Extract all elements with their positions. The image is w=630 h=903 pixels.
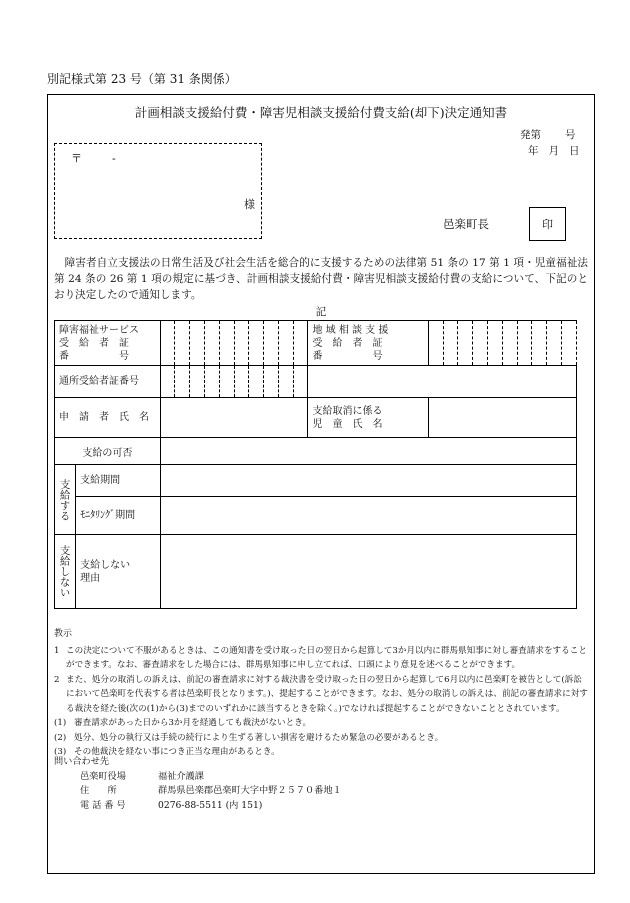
child-name-field[interactable] [428, 398, 576, 438]
issue-date [528, 143, 580, 158]
regional-cert-line: 番 号 [312, 350, 383, 362]
issue-number [520, 127, 576, 142]
approval-label [55, 438, 161, 465]
child-label-line: 児 童 氏 名 [312, 418, 383, 430]
notice-title: 計画相談支援給付費・障害児相談支援給付費支給(却下)決定通知書 [134, 105, 508, 120]
regional-cert-line: 地 域 相 談 支 援 [312, 324, 389, 336]
contact-row [54, 770, 342, 785]
address-value: 群馬県邑楽郡邑楽町大字中野２５７０番地１ [158, 785, 342, 796]
digit-cell[interactable] [473, 321, 488, 366]
digit-cell[interactable] [278, 366, 293, 398]
tsusho-cert-text: 通所受給者証番号 [59, 376, 139, 387]
approval-field[interactable] [160, 438, 576, 465]
approval-text: 支給の可否 [82, 447, 133, 459]
instruction-num: 2 [54, 674, 60, 685]
applicant-label [55, 398, 161, 438]
digit-cell[interactable] [502, 321, 517, 366]
date-day: 日 [569, 145, 580, 157]
digit-cell[interactable] [160, 321, 175, 366]
digit-cell[interactable] [443, 321, 458, 366]
seal-label: 印 [542, 218, 553, 231]
digit-cell[interactable] [190, 366, 205, 398]
child-label-line: 支給取消に係る [312, 405, 383, 417]
office-value: 福祉介護課 [158, 770, 204, 782]
issue-number-suffix: 号 [565, 129, 576, 141]
office-label: 邑楽町役場 [80, 770, 126, 782]
digit-cell[interactable] [234, 366, 249, 398]
digit-cell[interactable] [488, 321, 503, 366]
shikyu-shinai-group [55, 535, 76, 609]
notice-frame [47, 94, 595, 874]
sub-num: (2) [54, 732, 67, 743]
digit-cell[interactable] [264, 366, 279, 398]
sub-text: その他裁決を経ない事につき正当な理由があるとき。 [74, 747, 280, 757]
welfare-cert-label [55, 321, 161, 366]
honorific: 様 [244, 198, 255, 211]
reason-field[interactable] [160, 535, 576, 609]
instruction-item [54, 673, 590, 717]
contact-row [54, 799, 342, 814]
date-year: 年 [528, 145, 539, 157]
shikyu-suru-group [55, 465, 76, 535]
instructions [54, 627, 590, 760]
digit-cell[interactable] [532, 321, 547, 366]
digit-cell[interactable] [547, 321, 562, 366]
welfare-cert-line: 受 給 者 証 [59, 337, 129, 349]
issue-number-prefix: 発第 [520, 129, 541, 141]
phone-value: 0276-88-5511 (内 151) [158, 799, 263, 811]
digit-cell[interactable] [219, 321, 234, 366]
sub-num: (3) [54, 747, 67, 757]
monitoring-label [76, 497, 161, 535]
digit-cell[interactable] [249, 366, 264, 398]
child-label [308, 398, 428, 438]
digit-cell[interactable] [428, 321, 443, 366]
instructions-heading: 教示 [54, 629, 73, 639]
digit-cell[interactable] [205, 366, 220, 398]
digit-cell[interactable] [249, 321, 264, 366]
monitoring-field[interactable] [160, 497, 576, 535]
digit-cell[interactable] [293, 321, 308, 366]
digit-cell[interactable] [219, 366, 234, 398]
applicant-text: 申 請 者 氏 名 [59, 412, 149, 423]
phone-label: 電 話 番 号 [80, 799, 126, 811]
welfare-cert-line: 番 号 [59, 350, 129, 362]
monitoring-text: ﾓﾆﾀﾘﾝｸﾞ期間 [80, 510, 136, 521]
sub-num: (1) [54, 718, 67, 728]
regional-cert-label [308, 321, 428, 366]
digit-cell[interactable] [175, 321, 190, 366]
sub-text: 審査請求があった日から3か月を経過しても裁決がないとき。 [74, 718, 312, 728]
reason-line: 支給しない [80, 559, 131, 571]
digit-cell[interactable] [264, 321, 279, 366]
contact-row [54, 784, 342, 799]
instruction-text: また、処分の取消しの訴えは、前記の審査請求に対する裁決書を受け取った日の翌日から起算して6月以内に邑楽町を被告として(訴訟において邑楽町を代表する者は邑楽町長となります。)、提起することができます。なお、処分の取消しの訴えは、前記の審査請求に対する裁決を経た後(次の(1)から(3)までのいずれかに該当するときを除く。)でなければ提起することができないこととされています。 [66, 674, 588, 714]
instruction-text: この決定について不服があるときは、この通知書を受け取った日の翌日から起算して3か月以内に群馬県知事に対し審査請求をすることができます。なお、審査請求をした場合には、群馬県知事に申し立てれば、口頭により意見を述べることができます。 [66, 645, 587, 670]
decision-table [54, 320, 577, 609]
seal-box [529, 207, 566, 241]
digit-cell[interactable] [234, 321, 249, 366]
period-text: 支給期間 [80, 475, 121, 486]
postal-dash: - [112, 152, 116, 165]
instruction-sub-item [54, 731, 590, 746]
ki-label: 記 [315, 306, 327, 318]
form-number-label: 別記様式第 23 号（第 31 条関係） [47, 72, 237, 86]
period-label [76, 465, 161, 497]
instruction-num: 1 [54, 645, 60, 656]
welfare-cert-line: 障害福祉サービス [59, 324, 139, 336]
date-month: 月 [548, 145, 559, 157]
digit-cell[interactable] [175, 366, 190, 398]
digit-cell[interactable] [561, 321, 576, 366]
postal-mark: 〒 [71, 152, 82, 165]
period-field[interactable] [160, 465, 576, 497]
tsusho-blank [308, 366, 577, 398]
tsusho-cert-label [55, 366, 161, 398]
digit-cell[interactable] [160, 366, 175, 398]
postal-code [71, 150, 116, 166]
issuer-name: 邑楽町長 [443, 217, 489, 231]
applicant-name-field[interactable] [160, 398, 308, 438]
body-text: 障害者自立支援法の日常生活及び社会生活を総合的に支援するための法律第 51 条の 17 第 1 項・児童福祉法第 24 条の 26 第 1 項の規定に基づき、計画相談支援給付費・障害児相談支援給付費の支給について、下記のとおり決定したので通知します。 [54, 257, 588, 301]
digit-cell[interactable] [205, 321, 220, 366]
digit-cell[interactable] [458, 321, 473, 366]
instruction-item [54, 644, 590, 673]
address-box[interactable] [54, 143, 262, 239]
reason-label [76, 535, 161, 609]
shikyu-shinai-text: 支給しない [58, 545, 71, 598]
contact-info [54, 755, 342, 813]
contact-heading: 問い合わせ先 [54, 756, 110, 767]
address-label: 住 所 [80, 785, 117, 796]
regional-cert-line: 受 給 者 証 [312, 337, 383, 349]
sub-text: 処分、処分の執行又は手続の続行により生ずる著しい損害を避けるため緊急の必要があるとき。 [74, 732, 444, 743]
reason-line: 理由 [80, 572, 101, 584]
digit-cell[interactable] [517, 321, 532, 366]
shikyu-suru-text: 支給する [58, 478, 71, 521]
digit-cell[interactable] [190, 321, 205, 366]
instruction-sub-item [54, 716, 590, 731]
digit-cell[interactable] [278, 321, 293, 366]
digit-cell[interactable] [293, 366, 308, 398]
